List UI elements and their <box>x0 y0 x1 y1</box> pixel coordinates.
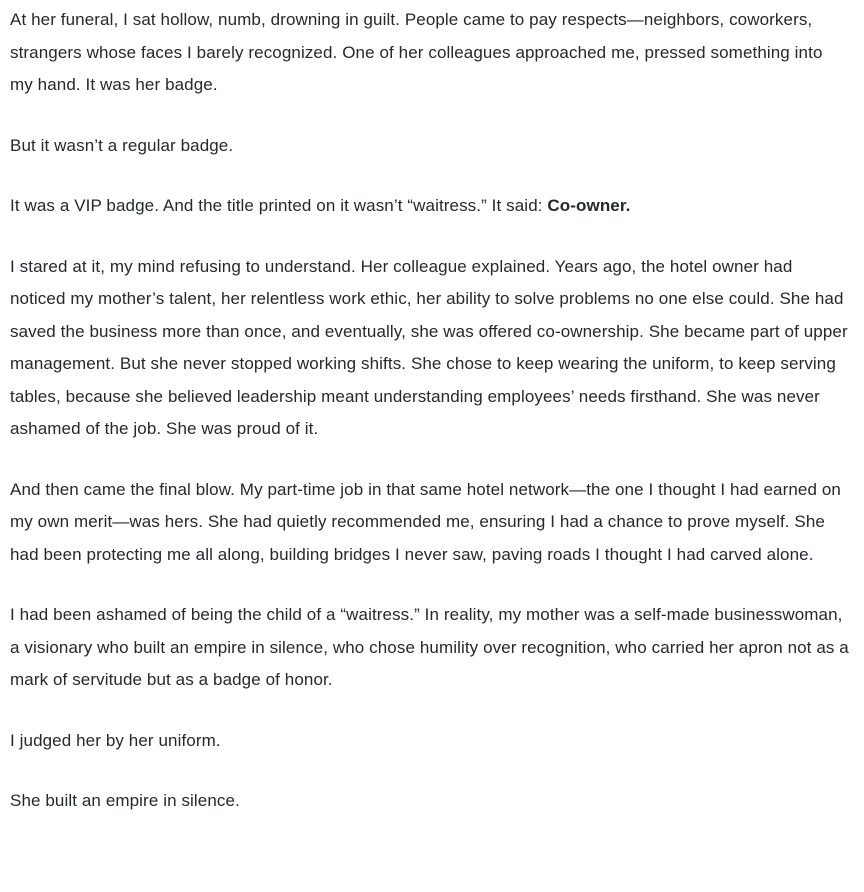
paragraph-vip-badge-text: It was a VIP badge. And the title printed on it wasn’t “waitress.” It said: <box>10 196 548 215</box>
paragraph-empire-in-silence: She built an empire in silence. <box>10 791 240 810</box>
paragraph-ashamed-reflection: I had been ashamed of being the child of a “waitress.” In reality, my mother was a self-made businesswoman, a visionary who built an empire in silence, who chose humility over recognition, who carried her apron not as a mark of servitude but as a badge of honor. <box>10 605 849 689</box>
paragraph-funeral: At her funeral, I sat hollow, numb, drowning in guilt. People came to pay respects—neighbors, coworkers, strangers whose faces I barely recognized. One of her colleagues approached me, pressed something into my hand. It was her badge. <box>10 10 823 94</box>
co-owner-bold-text: Co-owner. <box>547 196 631 215</box>
paragraph-colleague-explanation: I stared at it, my mind refusing to understand. Her colleague explained. Years ago, the hotel owner had noticed my mother’s talent, her relentless work ethic, her ability to solve problems no one else could. She had saved the business more than once, and eventually, she was offered co-ownership. She became part of upper management. But she never stopped working shifts. She chose to keep wearing the uniform, to keep serving tables, because she believed leadership meant understanding employees’ needs firsthand. She was never ashamed of the job. She was proud of it. <box>10 256 848 438</box>
paragraph-final-blow: And then came the final blow. My part-time job in that same hotel network—the one I thought I had earned on my own merit—was hers. She had quietly recommended me, ensuring I had a chance to prove myself. She had been protecting me all along, building bridges I never saw, paving roads I thought I had carved alone. <box>10 479 841 564</box>
paragraph-judged-uniform: I judged her by her uniform. <box>10 730 221 750</box>
paragraph-not-regular-badge: But it wasn’t a regular badge. <box>10 135 234 155</box>
paragraph-vip-badge <box>10 190 850 223</box>
